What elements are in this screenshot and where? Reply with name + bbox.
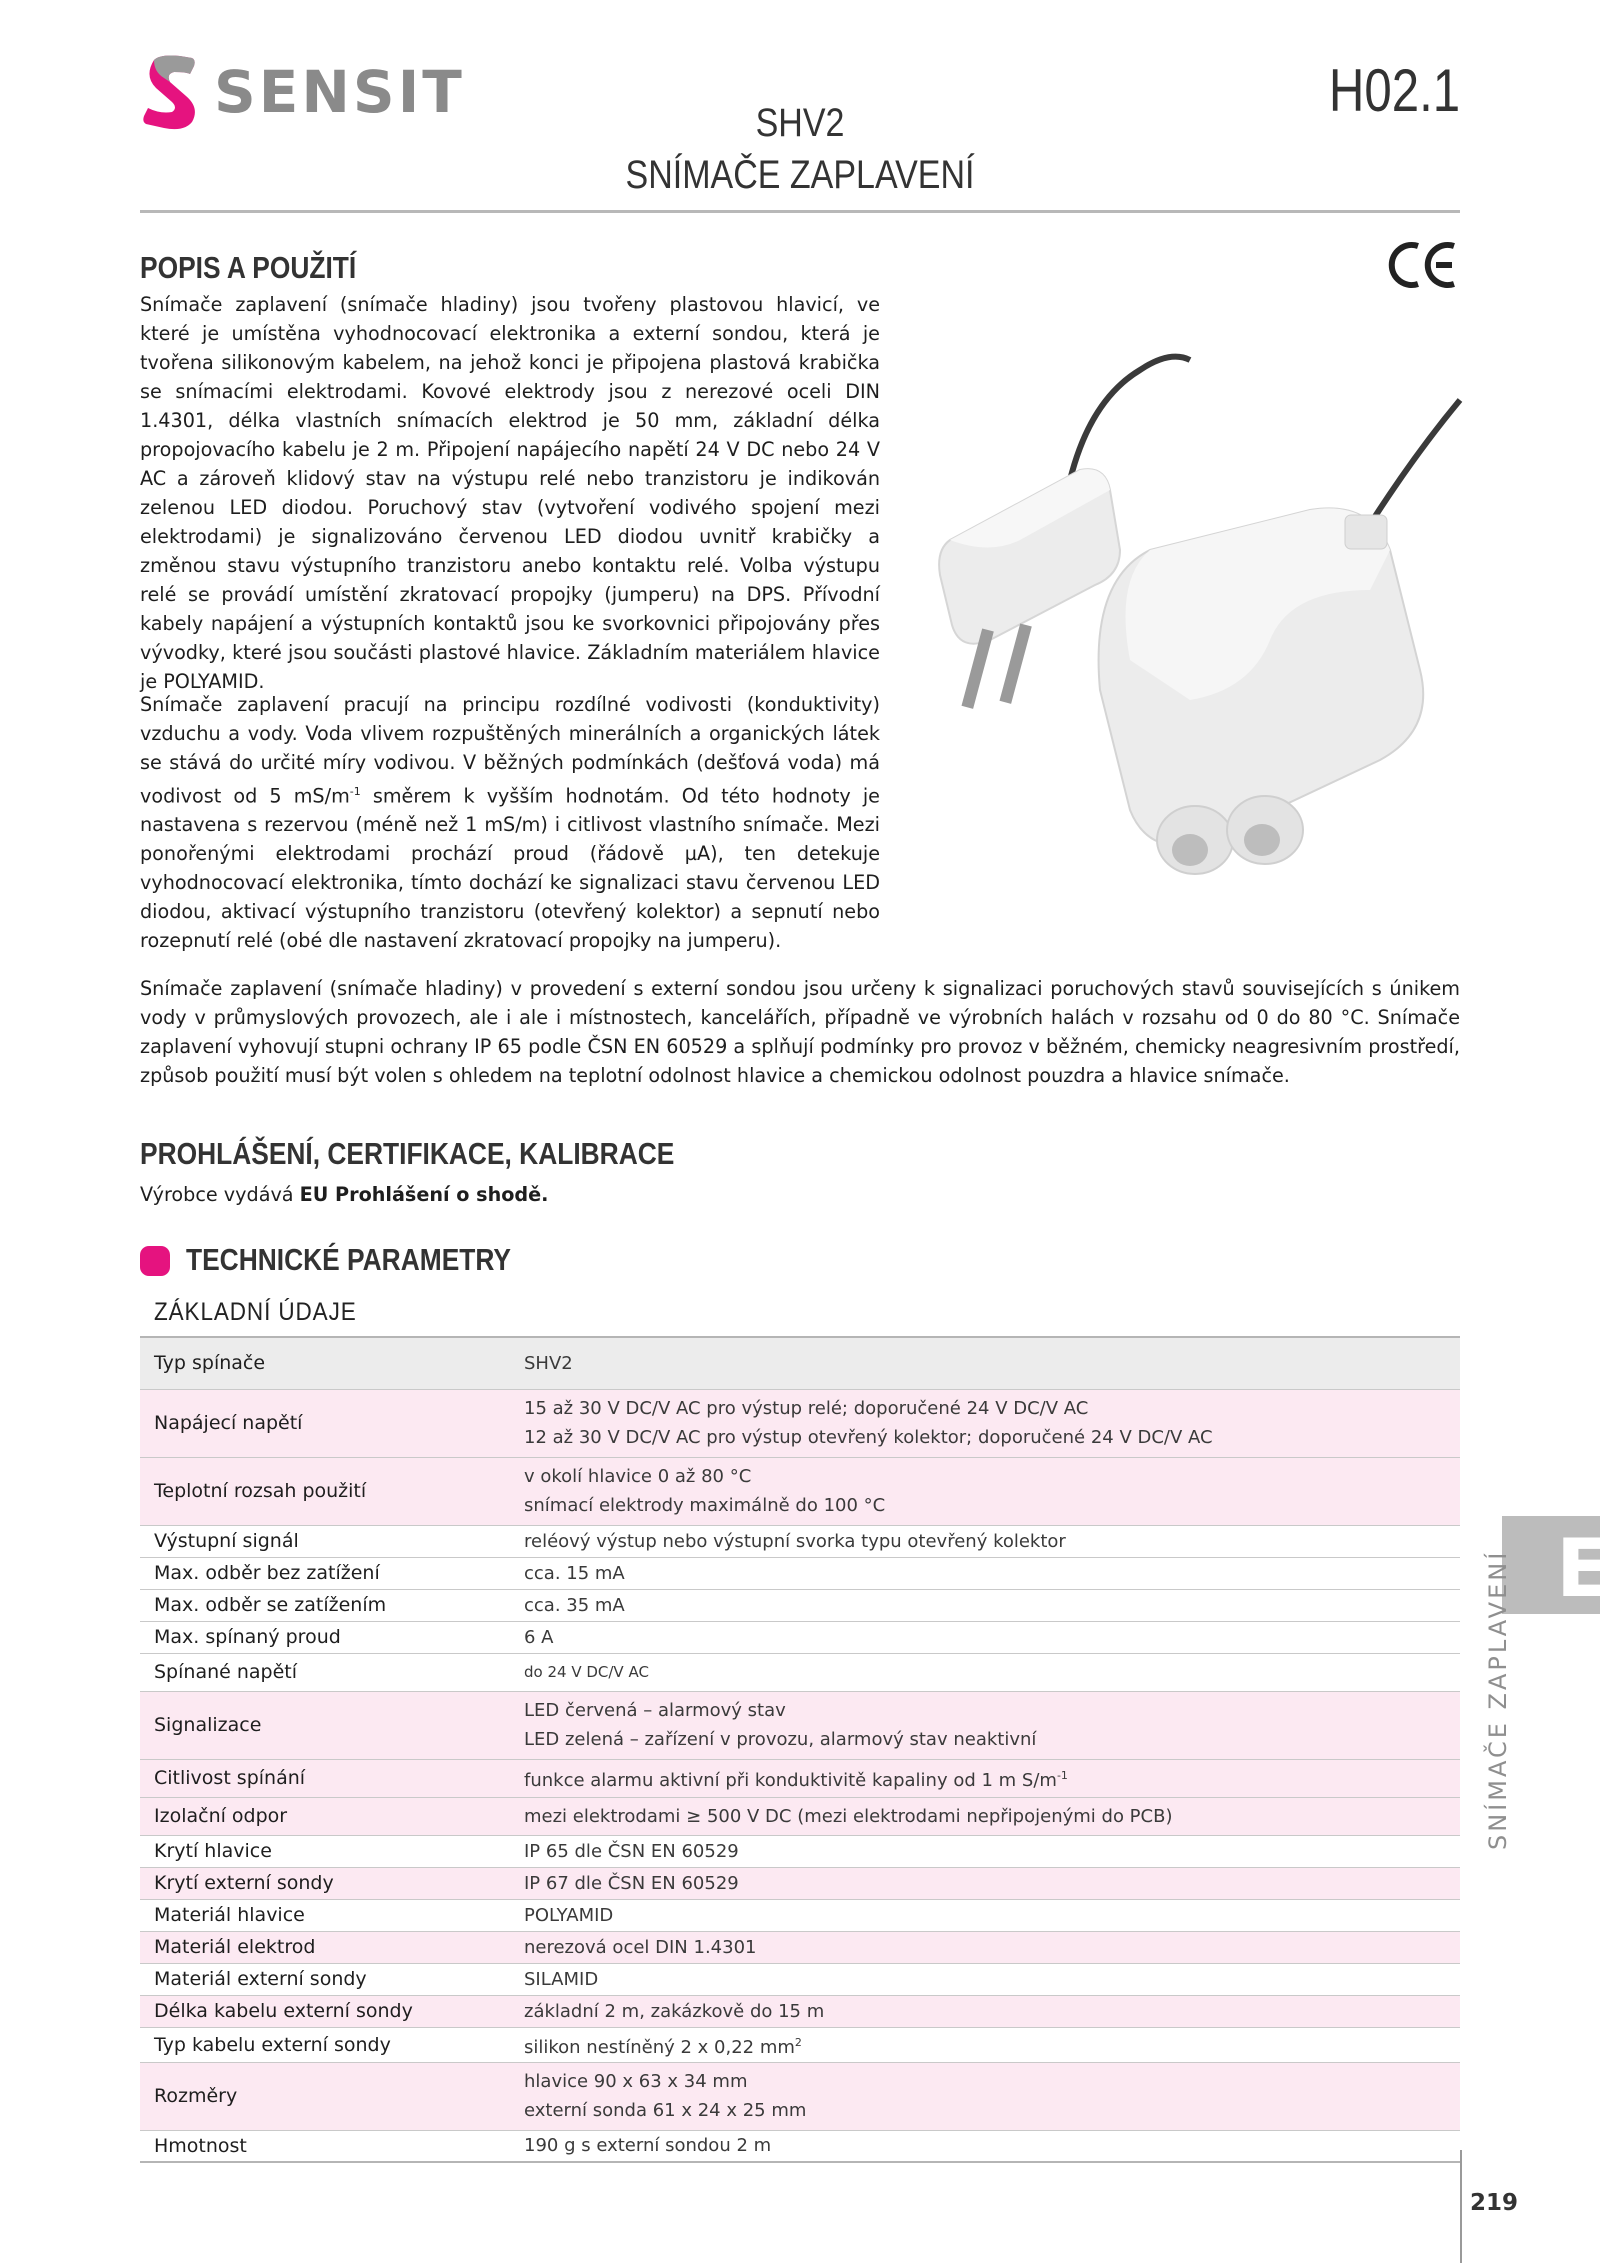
parameter-value (524, 1653, 1460, 1691)
parameter-label: Typ kabelu externí sondy (154, 2033, 391, 2056)
parameter-value-text: IP 65 dle ČSN EN 60529 (524, 1840, 739, 1862)
parameter-value-line (524, 1869, 1460, 1898)
parameter-value-text: 6 A (524, 1626, 554, 1648)
parameter-value (524, 2130, 1460, 2162)
para2-end: směrem k vyšším hodnotám. Od této hodnoty je nastavena s rezervou (méně než 1 mS/m) i citlivost vlastního snímače. Mezi ponořenými elektrodami prochází proud (řádově µA), ten detekuje vyhodnocovací elektronika, tímto dochází ke signalizaci stavu červenou LED diodou, aktivací výstupního tranzistoru (otevřený kolektor) a sepnutí nebo rozepnutí relé (obé dle nastavení zkratovací propojky na jumperu). (140, 784, 880, 953)
parameter-value-line (524, 2067, 1460, 2096)
parameter-value-text: reléový výstup nebo výstupní svorka typu otevřený kolektor (524, 1530, 1066, 1552)
para2-superscript: -1 (349, 785, 361, 798)
parameter-value-text: do 24 V DC/V AC (524, 1662, 649, 1681)
parameter-label: Krytí externí sondy (154, 1872, 334, 1894)
parameter-label: Rozměry (154, 2085, 238, 2107)
parameter-value (524, 1621, 1460, 1653)
parameter-value (524, 2062, 1460, 2130)
table-row (140, 1457, 1460, 1525)
table-row (140, 1899, 1460, 1931)
product-code-title: SHV2 (755, 101, 845, 145)
parameter-value-text: SHV2 (524, 1352, 573, 1374)
table-row (140, 1835, 1460, 1867)
section-bullet-icon (140, 1246, 170, 1276)
parameter-value-text: 15 až 30 V DC/V AC pro výstup relé; doporučené 24 V DC/V AC (524, 1398, 1089, 1419)
parameter-value (524, 1899, 1460, 1931)
parameter-value-text: silikon nestíněný 2 x 0,22 mm (524, 2036, 795, 2058)
table-row (140, 1867, 1460, 1899)
parameter-value-line (524, 1559, 1460, 1588)
parameter-value-line (524, 1837, 1460, 1866)
parameter-value (524, 1835, 1460, 1867)
parameter-value-superscript: -1 (1056, 1769, 1068, 1782)
product-name-title: SNÍMAČE ZAPLAVENÍ (625, 153, 975, 197)
table-row (140, 1621, 1460, 1653)
parameter-label: Typ spínače (154, 1352, 266, 1375)
parameter-label: Hmotnost (154, 2134, 247, 2157)
eu-declaration-label: EU Prohlášení o shodě. (299, 1183, 549, 1206)
parameter-value-superscript: 2 (794, 2035, 802, 2049)
certification-text-start: Výrobce vydává (140, 1183, 300, 1206)
parameter-value (524, 1389, 1460, 1457)
parameter-value-text: cca. 15 mA (524, 1562, 625, 1584)
sensit-logo-mark (140, 52, 206, 132)
parameter-value-line (524, 1901, 1460, 1930)
parameter-label: Materiál externí sondy (154, 1968, 367, 1990)
parameter-value (524, 1867, 1460, 1899)
table-row (140, 1691, 1460, 1759)
parameter-value-line (524, 1527, 1460, 1556)
parameter-value-text: základní 2 m, zakázkově do 15 m (524, 2000, 825, 2022)
parameter-value-text: cca. 35 mA (524, 1594, 625, 1616)
parameter-value-line (524, 1623, 1460, 1652)
parameter-value (524, 1457, 1460, 1525)
parameter-value-text: funkce alarmu aktivní při konduktivitě kapaliny od 1 m S/m (524, 1770, 1057, 1791)
parameter-value (524, 1557, 1460, 1589)
sensit-logo (140, 52, 465, 132)
parameter-value (524, 1525, 1460, 1557)
parameter-value (524, 1759, 1460, 1797)
parameter-value (524, 1691, 1460, 1759)
parameter-value-line (524, 1349, 1460, 1378)
document-code: H02.1 (1328, 57, 1460, 124)
parameter-value-line (524, 1933, 1460, 1962)
parameter-value-text: LED červená – alarmový stav (524, 1700, 786, 1721)
parameter-label: Výstupní signál (154, 1530, 299, 1552)
parameter-value-text: IP 67 dle ČSN EN 60529 (524, 1872, 739, 1894)
parameter-label: Délka kabelu externí sondy (154, 2000, 413, 2022)
parameter-value-line (524, 1761, 1460, 1795)
parameter-value-line (524, 1965, 1460, 1994)
brand-name: SENSIT (214, 58, 465, 126)
parameters-table (140, 1336, 1460, 2163)
product-photo (890, 340, 1470, 960)
section-heading-certification: PROHLÁŠENÍ, CERTIFIKACE, KALIBRACE (140, 1136, 675, 1171)
description-paragraph-1: Snímače zaplavení (snímače hladiny) jsou tvořeny plastovou hlavicí, ve které je umístěna vyhodnocovací elektronika a externí sondou, která je tvořena silikonovým kabelem, na jehož konci je připojena plastová krabička se snímacími elektrodami. Kovové elektrody jsou z nerezové oceli DIN 1.4301, délka vlastních snímacích elektrod je 50 mm, základní délka propojovacího kabelu je 2 m. Připojení napájecího napětí 24 V DC nebo 24 V AC a zároveň klidový stav na výstupu relé nebo tranzistoru je indikován zelenou LED diodou. Poruchový stav (vytvoření vodivého spojení mezi elektrodami) je signalizováno červenou LED diodou uvnitř krabičky a změnou stavu výstupního tranzistoru anebo kontaktu relé. Volba výstupu relé se provádí umístění zkratovací propojky (jumperu) na DPS. Přívodní kabely napájení a výstupních kontaktů jsou ke svorkovnici připojovány přes vývodky, které jsou součásti plastové hlavice. Základním materiálem hlavice je POLYAMID. (140, 293, 880, 693)
table-row (140, 1589, 1460, 1621)
parameter-value-line (524, 1997, 1460, 2026)
table-row (140, 2062, 1460, 2130)
table-row (140, 1653, 1460, 1691)
parameter-label: Max. odběr se zatížením (154, 1594, 387, 1616)
ce-mark-icon (1388, 240, 1460, 290)
parameter-value-line (524, 1462, 1460, 1491)
table-row (140, 1389, 1460, 1457)
parameter-value (524, 1589, 1460, 1621)
parameter-value-line (524, 1802, 1460, 1831)
parameter-value-text: hlavice 90 x 63 x 34 mm (524, 2071, 748, 2092)
description-paragraph-2 (140, 690, 880, 955)
table-row (140, 1995, 1460, 2027)
page-number: 219 (1470, 2190, 1519, 2216)
chapter-letter: E (1556, 1522, 1611, 1615)
parameter-value (524, 1995, 1460, 2027)
subsection-heading-basic: ZÁKLADNÍ ÚDAJE (154, 1298, 357, 1326)
certification-text (140, 1180, 1140, 1209)
parameter-label: Krytí hlavice (154, 1840, 272, 1862)
parameter-label: Max. odběr bez zatížení (154, 1562, 380, 1584)
parameter-label: Signalizace (154, 1714, 262, 1736)
parameter-value-text: SILAMID (524, 1968, 599, 1990)
parameter-value (524, 1337, 1460, 1389)
parameter-value-line (524, 2028, 1460, 2062)
parameter-value-line (524, 1658, 1460, 1687)
parameter-value-line (524, 1394, 1460, 1423)
parameter-label: Napájecí napětí (154, 1412, 303, 1434)
table-row (140, 1557, 1460, 1589)
table-row (140, 1759, 1460, 1797)
section-heading-technical: TECHNICKÉ PARAMETRY (186, 1242, 511, 1277)
parameter-value (524, 1797, 1460, 1835)
table-row (140, 1931, 1460, 1963)
chapter-tab (1502, 1516, 1611, 1615)
description-paragraph-3: Snímače zaplavení (snímače hladiny) v provedení s externí sondou jsou určeny k signalizaci poruchových stavů souvisejících s únikem vody v průmyslových provozech, ale i ale i místnostech, kancelářích, případně ve výrobních halách v rozsahu od 0 do 80 °C. Snímače zaplavení vyhovují stupni ochrany IP 65 podle ČSN EN 60529 a splňují podmínky pro provoz v běžném, chemicky neagresivním prostředí, způsob použití musí být volen s ohledem na teplotní odolnost hlavice a chemickou odolnost pouzdra a hlavice snímače. (140, 977, 1460, 1087)
parameter-value-text: v okolí hlavice 0 až 80 °C (524, 1466, 752, 1487)
parameter-label: Izolační odpor (154, 1805, 288, 1827)
chapter-vertical-label: SNÍMAČE ZAPLAVENÍ (1484, 1549, 1512, 1850)
parameter-value (524, 1963, 1460, 1995)
parameter-value-text: POLYAMID (524, 1904, 614, 1926)
parameter-value-line: LED zelená – zařízení v provozu, alarmový stav neaktivní (524, 1729, 1037, 1750)
parameter-value-text: mezi elektrodami ≥ 500 V DC (mezi elektrodami nepřipojenými do PCB) (524, 1805, 1173, 1827)
section-heading-description: POPIS A POUŽITÍ (140, 250, 357, 285)
parameter-label: Materiál hlavice (154, 1904, 305, 1926)
table-row (140, 2027, 1460, 2062)
parameter-value-line: snímací elektrody maximálně do 100 °C (524, 1495, 886, 1516)
table-row (140, 1337, 1460, 1389)
parameter-label: Spínané napětí (154, 1661, 298, 1683)
parameter-value-line (524, 2131, 1460, 2160)
table-row (140, 2130, 1460, 2162)
header-divider (140, 210, 1460, 213)
parameter-value-line (524, 1696, 1460, 1725)
parameter-value-line: 12 až 30 V DC/V AC pro výstup otevřený kolektor; doporučené 24 V DC/V AC (524, 1427, 1213, 1448)
parameter-label: Citlivost spínání (154, 1767, 306, 1789)
table-row (140, 1797, 1460, 1835)
parameter-label: Teplotní rozsah použití (154, 1480, 367, 1502)
para2-start: Snímače zaplavení pracují na principu rozdílné vodivosti (konduktivity) vzduchu a vody. Voda vlivem rozpuštěných minerálních a organických látek se stává do určité míry vodivou. V běžných podmínkách (dešťová voda) má vodivost od 5 mS/m (140, 693, 880, 808)
footer-divider (1460, 2150, 1462, 2263)
parameter-label: Max. spínaný proud (154, 1626, 341, 1648)
parameter-value (524, 2027, 1460, 2062)
table-row (140, 1525, 1460, 1557)
parameter-value-line: externí sonda 61 x 24 x 25 mm (524, 2100, 807, 2121)
parameter-value (524, 1931, 1460, 1963)
table-row (140, 1963, 1460, 1995)
parameter-value-text: nerezová ocel DIN 1.4301 (524, 1936, 757, 1958)
parameter-value-line (524, 1591, 1460, 1620)
parameter-value-text: 190 g s externí sondou 2 m (524, 2135, 772, 2157)
parameter-label: Materiál elektrod (154, 1936, 316, 1958)
